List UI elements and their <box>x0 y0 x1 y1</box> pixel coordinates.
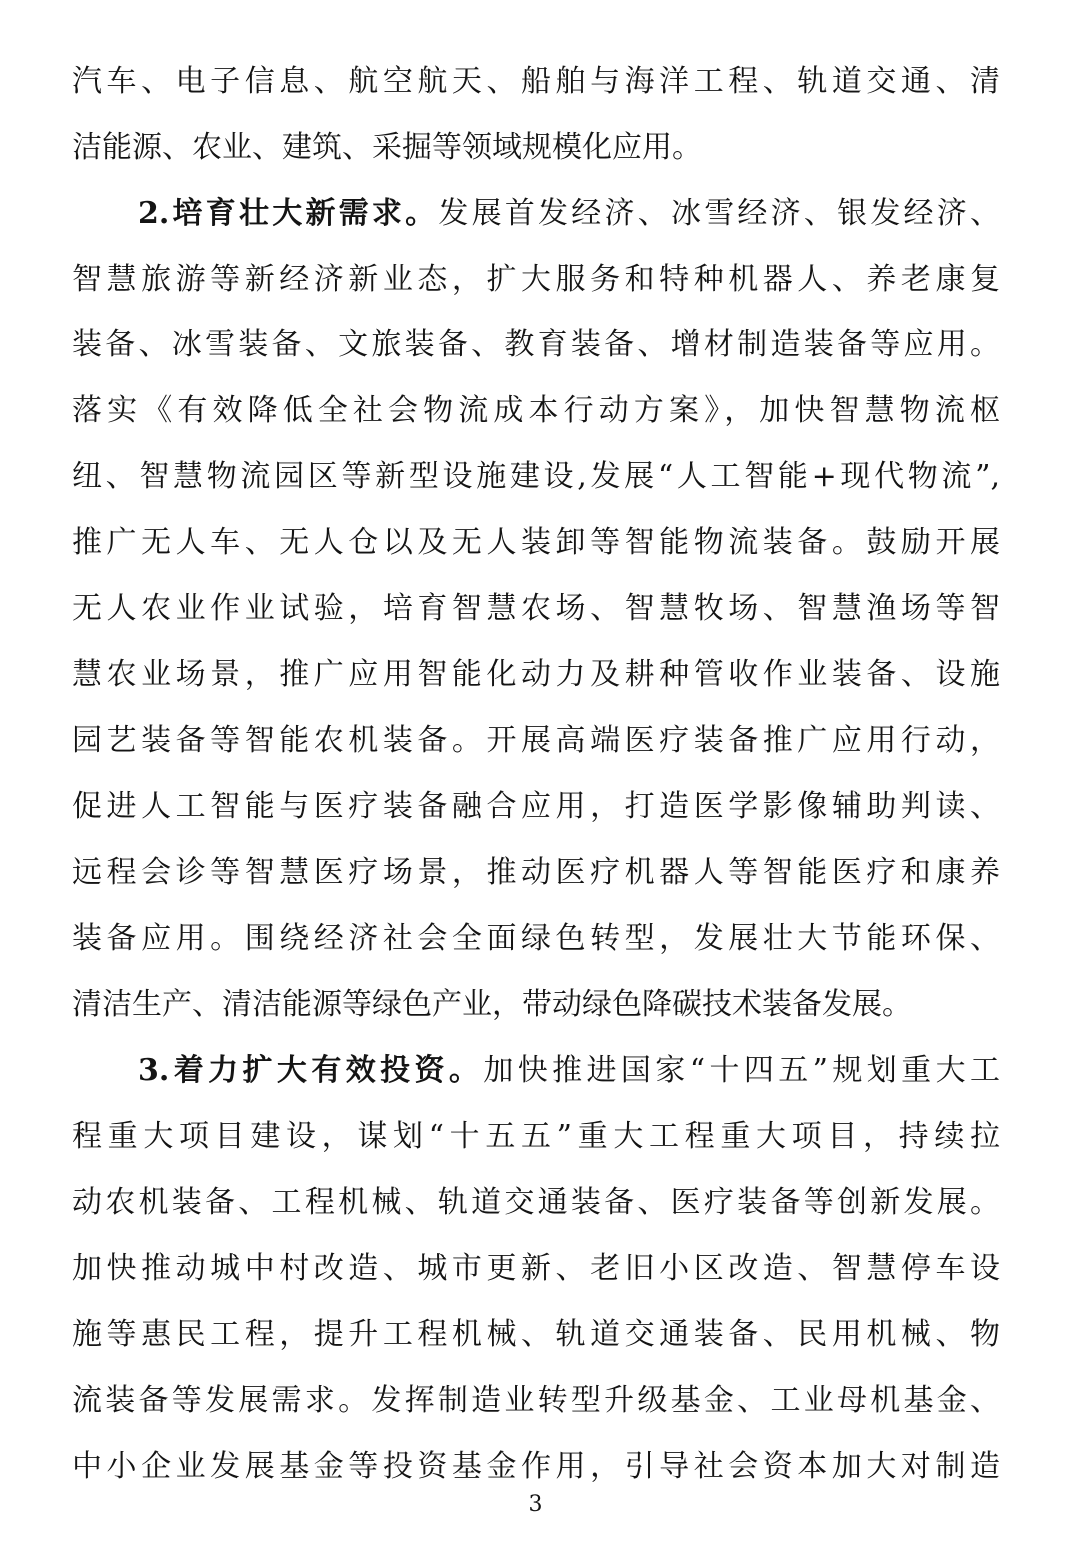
text-line: 智慧旅游等新经济新业态，扩大服务和特种机器人、养老康复 <box>72 262 1000 297</box>
paragraph-first-line <box>138 184 1000 244</box>
text-line: 洁能源、农业、建筑、采掘等领域规模化应用。 <box>72 130 702 165</box>
text-line: 清洁生产、清洁能源等绿色产业，带动绿色降碳技术装备发展。 <box>72 987 912 1022</box>
page-number: 3 <box>528 1492 543 1517</box>
text-line: 慧农业场景，推广应用智能化动力及耕种管收作业装备、设施 <box>72 657 1000 692</box>
text-line: 装备、冰雪装备、文旅装备、教育装备、增材制造装备等应用。 <box>72 327 1000 362</box>
text-line: 施等惠民工程，提升工程机械、轨道交通装备、民用机械、物 <box>72 1317 1000 1352</box>
text-line: 加快推动城中村改造、城市更新、老旧小区改造、智慧停车设 <box>72 1251 1000 1286</box>
text-line: 促进人工智能与医疗装备融合应用，打造医学影像辅助判读、 <box>72 789 1000 824</box>
section-heading-3: 3.着力扩大有效投资。 <box>138 1053 484 1088</box>
text-line: 远程会诊等智慧医疗场景，推动医疗机器人等智能医疗和康养 <box>72 855 1000 890</box>
paragraph-first-line <box>138 1041 1000 1101</box>
text-line: 动农机装备、工程机械、轨道交通装备、医疗装备等创新发展。 <box>72 1185 1000 1220</box>
text-line: 推广无人车、无人仓以及无人装卸等智能物流装备。鼓励开展 <box>72 525 1000 560</box>
text-line: 园艺装备等智能农机装备。开展高端医疗装备推广应用行动， <box>72 723 1000 758</box>
text-line: 装备应用。围绕经济社会全面绿色转型，发展壮大节能环保、 <box>72 921 1000 956</box>
section-heading-2: 2.培育壮大新需求。 <box>138 196 439 231</box>
text-line: 纽、智慧物流园区等新型设施建设,发展“人工智能+现代物流”, <box>72 459 1000 494</box>
text-line: 汽车、电子信息、航空航天、船舶与海洋工程、轨道交通、清 <box>72 64 1000 99</box>
text-segment: 发展首发经济、冰雪经济、银发经济、 <box>438 196 1000 231</box>
text-line: 无人农业作业试验，培育智慧农场、智慧牧场、智慧渔场等智 <box>72 591 1000 626</box>
text-line: 程重大项目建设，谋划“十五五”重大工程重大项目，持续拉 <box>72 1119 1000 1154</box>
text-line: 中小企业发展基金等投资基金作用，引导社会资本加大对制造 <box>72 1449 1000 1484</box>
text-segment: 加快推进国家“十四五”规划重大工 <box>483 1053 1000 1088</box>
text-line: 流装备等发展需求。发挥制造业转型升级基金、工业母机基金、 <box>72 1383 1000 1418</box>
text-line: 落实《有效降低全社会物流成本行动方案》，加快智慧物流枢 <box>72 393 1000 428</box>
